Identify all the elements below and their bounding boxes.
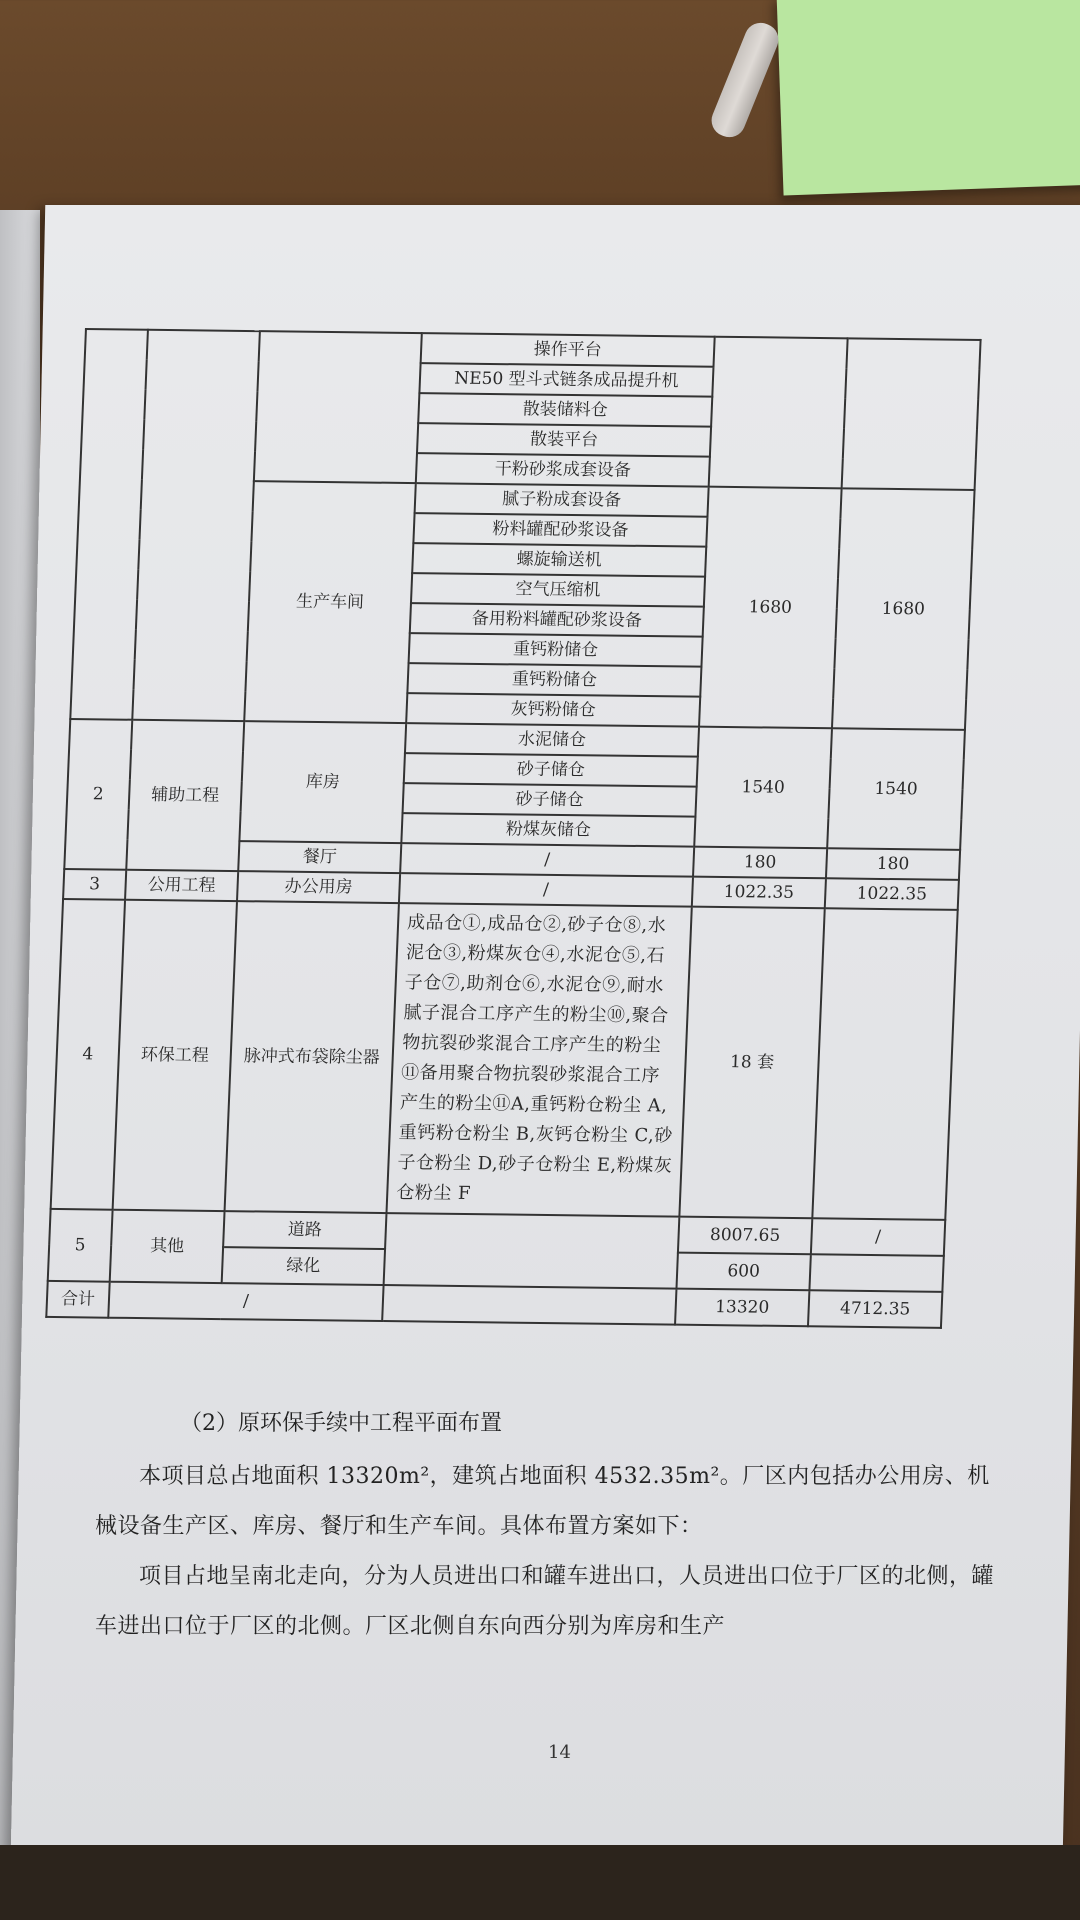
pen-cap	[707, 18, 783, 142]
table-cell-item: 砂子储仓	[403, 783, 697, 817]
table-cell-total-content: /	[108, 1282, 383, 1321]
table-cell-item: 砂子储仓	[404, 753, 698, 787]
table-cell-area: 1680	[699, 487, 842, 729]
table-cell-content: /	[399, 873, 693, 907]
table-cell-area: 1540	[827, 728, 965, 850]
table-cell-area: /	[811, 1218, 945, 1256]
table-cell-area: 180	[826, 848, 960, 880]
table-cell-category: 其他	[110, 1210, 225, 1283]
table-cell-description: 成品仓①,成品仓②,砂子仓⑧,水泥仓③,粉煤灰仓④,水泥仓⑤,石子仓⑦,助剂仓⑥,水泥仓⑨,耐水腻子混合工序产生的粉尘⑩,聚合物抗裂砂浆混合工序产生的粉尘⑪备用聚合物抗裂砂浆混合工序产生的粉尘⑪A,重钙粉仓粉尘 A,重钙粉仓粉尘 B,灰钙仓粉尘 C,砂子仓粉尘 D,砂子仓粉尘 E,粉煤灰仓粉尘 F	[386, 903, 691, 1217]
table-cell-category: 辅助工程	[126, 720, 244, 871]
table-cell-area: 180	[693, 847, 827, 879]
table-surface	[0, 1845, 1080, 1920]
table-cell-item: 灰钙粉储仓	[406, 693, 700, 727]
table-cell-platform-blank	[254, 331, 422, 483]
page-number: 14	[548, 1742, 571, 1763]
paragraph: 本项目总占地面积 13320m²，建筑占地面积 4532.35m²。厂区内包括办公用房、机械设备生产区、库房、餐厅和生产车间。具体布置方案如下：	[95, 1464, 990, 1539]
table-cell-name: 脉冲式布袋除尘器	[225, 901, 399, 1213]
table-cell-no: 2	[64, 719, 132, 870]
table-cell-no: 5	[48, 1209, 113, 1282]
project-composition-table	[45, 328, 981, 1329]
table-cell-canteen-label: 餐厅	[238, 841, 401, 873]
table-cell-item: 粉煤灰储仓	[401, 813, 695, 847]
table-cell-area: 4712.35	[808, 1290, 942, 1328]
table-cell-area: 600	[676, 1253, 810, 1291]
table-cell-category: 环保工程	[113, 900, 237, 1211]
table-cell-item: 粉料罐配砂浆设备	[413, 513, 707, 547]
table-cell-item: NE50 型斗式链条成品提升机	[419, 363, 713, 397]
table-cell-area: 8007.65	[678, 1217, 812, 1255]
table-cell-quantity: 18 套	[679, 907, 824, 1219]
table-cell-road-label: 道路	[223, 1211, 386, 1249]
table-cell-blank	[384, 1213, 680, 1289]
table-cell-area: 1540	[694, 727, 832, 849]
table-cell-no: 4	[51, 899, 125, 1210]
table-cell-item: 螺旋输送机	[412, 543, 706, 577]
table-cell-area: 13320	[675, 1289, 809, 1327]
table-cell-category-blank	[132, 330, 260, 721]
table-cell-item: 操作平台	[421, 333, 715, 367]
table-cell-area: 1680	[832, 488, 975, 730]
table-cell-category: 公用工程	[125, 870, 238, 901]
table-cell-item: 重钙粉储仓	[409, 633, 703, 667]
table-cell-area: 1022.35	[692, 877, 826, 909]
section-heading: （2）原环保手续中工程平面布置	[180, 1411, 502, 1436]
table-cell-content: /	[400, 843, 694, 877]
table-cell-item: 散装平台	[417, 423, 711, 457]
table-cell-name: 办公用房	[237, 871, 400, 903]
table-cell-item: 重钙粉储仓	[407, 663, 701, 697]
table-cell-no: 3	[63, 869, 126, 900]
table-cell-blank	[709, 337, 848, 489]
table-cell-green-label: 绿化	[222, 1247, 385, 1285]
table-cell-item: 腻子粉成套设备	[415, 483, 709, 517]
table-cell-workshop-label: 生产车间	[244, 481, 416, 723]
table-cell-warehouse-label: 库房	[239, 721, 406, 843]
table-cell-item: 备用粉料罐配砂浆设备	[410, 603, 704, 637]
table-cell-area: 1022.35	[825, 878, 959, 910]
sticky-note	[777, 0, 1080, 196]
table-cell-total-label: 合计	[46, 1281, 109, 1318]
table-cell-item: 散装储料仓	[418, 393, 712, 427]
table-cell-item: 水泥储仓	[405, 723, 699, 757]
table-cell-blank	[842, 338, 981, 490]
paragraph: 项目占地呈南北走向，分为人员进出口和罐车进出口，人员进出口位于厂区的北侧，罐车进出口位于厂区的北侧。厂区北侧自东向西分别为库房和生产	[95, 1564, 995, 1639]
table-cell-item: 干粉砂浆成套设备	[416, 453, 710, 487]
table-cell-blank	[382, 1285, 676, 1325]
table-cell-blank	[809, 1254, 943, 1292]
table-cell-blank	[812, 908, 957, 1220]
table-cell-item: 空气压缩机	[411, 573, 705, 607]
